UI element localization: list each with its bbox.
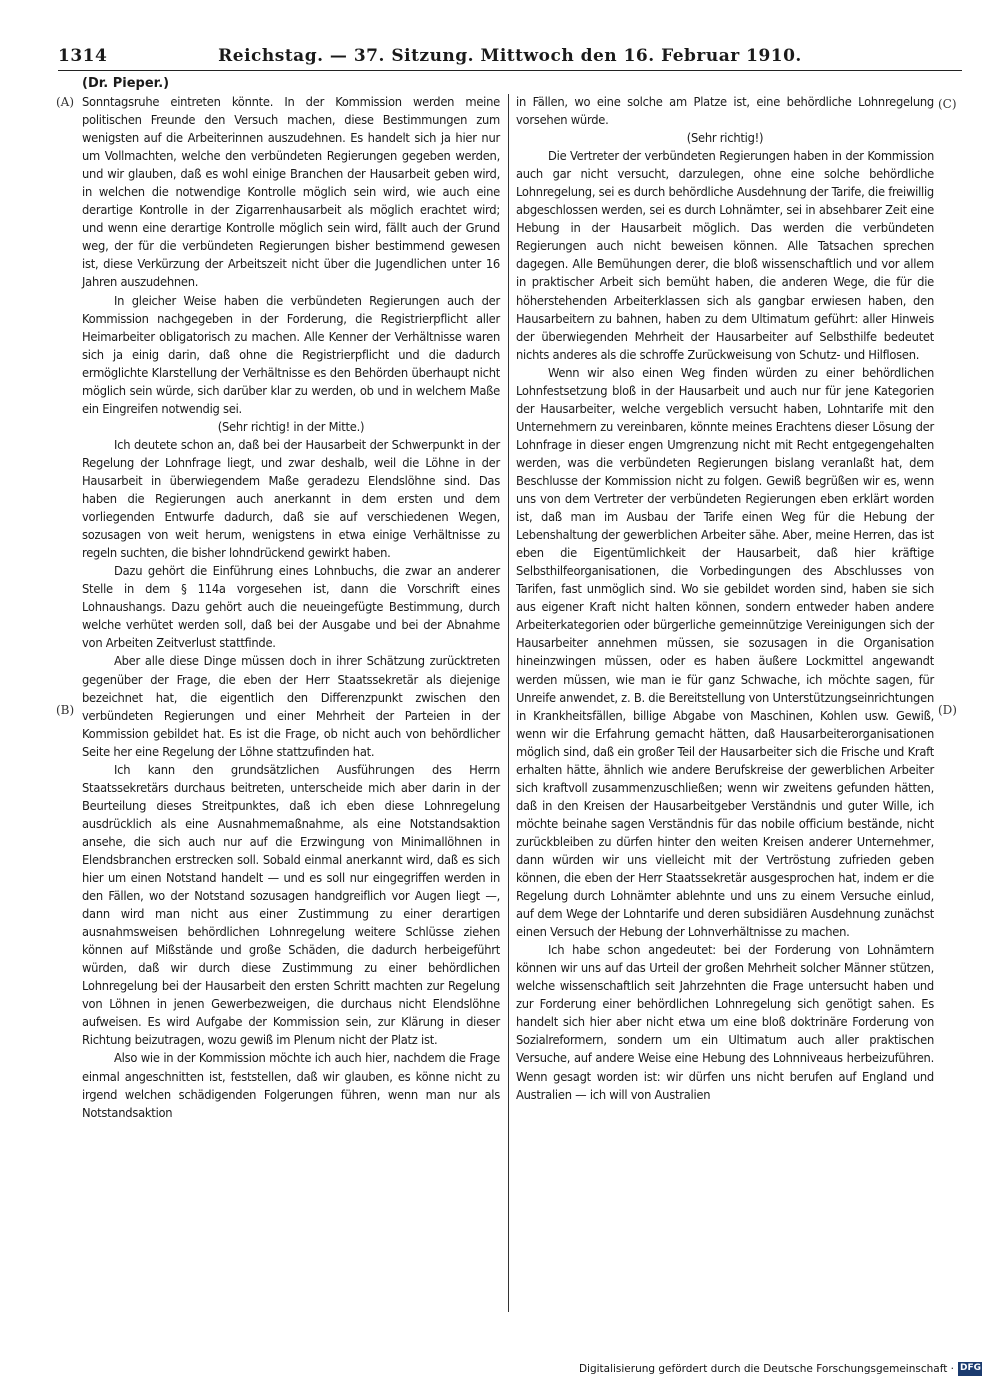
column-divider [508, 94, 509, 1312]
margin-marker-d: (D) [938, 703, 957, 717]
speaker-label: (Dr. Pieper.) [82, 76, 170, 91]
paragraph: Ich habe schon angedeutet: bei der Forderung von Lohnämtern können wir uns auf das Urteil der großen Mehrheit solcher Männer stützen, welche wissenschaftlich seit Jahrzehnten die Frage untersucht haben und zur Forderung einer behördlichen Lohnregelung sich genötigt sahen. Es handelt sich hier aber nicht etwa um eine bloß doktrinäre Forderung von Sozialreformern, sondern um ein Ultimatum auch aller praktischen Versuche, auf andere Weise eine Hebung des Lohnniveaus herbeizuführen. Wenn gesagt worden ist: wir dürfen uns nicht berufen auf England und Australien — ich will von Australien [516, 943, 934, 1103]
header-rule [58, 70, 962, 71]
margin-marker-c: (C) [938, 97, 957, 111]
paragraph: Aber alle diese Dinge müssen doch in ihrer Schätzung zurücktreten gegenüber der Frage, die eben der Herr Staatssekretär als diejenige bezeichnet hat, die eigentlich den Differenzpunkt zwischen den verbündeten Regierungen und einer Mehrheit der Parteien in der Kommission gebildet hat. Es ist die Frage, ob nicht auch von behördlicher Seite her eine Regelung der Löhne stattzufinden hat. [82, 654, 500, 760]
margin-marker-b: (B) [56, 703, 75, 717]
paragraph: in Fällen, wo eine solche am Platze ist, eine behördliche Lohnregelung vorsehen würde. [516, 95, 934, 129]
page-title: Reichstag. — 37. Sitzung. Mittwoch den 16. Februar 1910. [218, 46, 802, 66]
paragraph: Sonntagsruhe eintreten könnte. In der Kommission werden meine politischen Freunde den Versuch machen, diese Bestimmungen zum wenigsten auf die Arbeiterinnen auszudehnen. Es handelt sich ja hier nur um Vollmachten, welche den verbündeten Regierungen gegeben werden, und wir glauben, daß es wohl einige Branchen der Hausarbeit geben wird, in welchen die notwendige Kontrolle möglich sein wird, wie auch eine derartige Kontrolle in der Zigarrenhausarbeit als möglich erachtet wird; und wenn eine derartige Kontrolle möglich sein wird, fällt auch der Grund weg, der für die verbündeten Regierungen bisher bestimmend gewesen ist, diese Verkürzung der Arbeitszeit nicht über die Jugendlichen unter 16 Jahren auszudehnen. [82, 95, 500, 291]
paragraph: Ich deutete schon an, daß bei der Hausarbeit der Schwerpunkt in der Regelung der Lohnfrage liegt, und zwar deshalb, weil die Löhne in der Hausarbeit in überwiegendem Maße geradezu Elendslöhne sind. Das haben die Regierungen auch anerkannt in dem ersten und dem vorliegenden Entwurfe dadurch, daß sie auf verschiedenen Wegen, sozusagen von weit herum, wenigstens in etwa einige Verhältnisse zu regeln suchten, die bisher lohndrückend gewirkt haben. [82, 437, 500, 562]
credit-text: Digitalisierung gefördert durch die Deutsche Forschungsgemeinschaft · [578, 1363, 954, 1375]
paragraph: Also wie in der Kommission möchte ich auch hier, nachdem die Frage einmal angeschnitten ist, feststellen, daß wir glauben, es könne nicht zu irgend welchen schädigenden Folgerungen führen, wenn man nur als Notstandsaktion [82, 1051, 500, 1121]
paragraph: Wenn wir also einen Weg finden würden zu einer behördlichen Lohnfestsetzung bloß in der Hausarbeit und auch nur für jene Kategorien der Hausarbeiter, welche vergeblich versucht haben, Lohntarife mit den Unternehmern zu vereinbaren, könnte meines Erachtens dieser Lösung der Lohnfrage in dieser engen Umgrenzung nicht mit Recht entgegengehalten werden, was die verbündeten Regierungen bislang veranlaßt hat, dem Beschlusse der Kommission nicht zu folgen. Gewiß begrüßen wir es, wenn uns von dem Vertreter der verbündeten Regierungen eben erklärt worden ist, daß man im Ausbau der Tarife einen Weg für die Hebung der Lebenshaltung der gewerblichen Arbeiter sähe. Aber, meine Herren, das ist eben die Eigentümlichkeit der Hausarbeit, daß hier kräftige Selbsthilfeorganisationen, die Vorbedingungen des Abschlusses von Tarifen, fast unmöglich sind. Wo sie gebildet worden sind, haben sie sich aus eigener Kraft nicht halten können, sondern entweder haben andere Arbeiterkategorien oder bürgerliche gemeinnützige Vereinigungen sich der Hausarbeiter annehmen müssen, sie sozusagen in die Organisation hineinzwingen müssen, oder es haben äußere Lockmittel angewandt werden müssen, wie man ie für ganz Schwache, ich möchte sagen, für Unreife anwendet, z. B. die Bereitstellung von Unterstützungseinrichtungen in Krankheitsfällen, billige Abgabe von Maschinen, Kohlen usw. Gewiß, wenn wir die Erfahrung gemacht hätten, daß Hausarbeiterorganisationen möglich sind, daß ein großer Teil der Hausarbeiter sich die Frische und Kraft erhalten hätte, ähnlich wie andere Berufskreise der gewerblichen Arbeiter sich kraftvoll zusammenzuschließen; wenn wir zweitens gefunden hätten, daß in den Kreisen der Hausarbeitgeber Verständnis und guter Wille, ich möchte beinahe sagen Verständnis für das nobile officium bestände, nicht zurückbleiben zu dürfen hinter den weiten Kreisen anderer Unternehmer, dann würden wir uns vielleicht mit der Vertröstung zufrieden geben können, die eben der Herr Staatssekretär ausgesprochen hat, indem er die Regelung durch Lohnämter ablehnte und uns zu einem Versuche einlud, auf dem Wege der Lohntarife und deren subsidiären Ausdehnung zunächst einen Versuch der Hebung der Lohnverhältnisse zu machen. [516, 365, 934, 941]
left-column [82, 94, 500, 1123]
right-column [516, 94, 934, 1105]
margin-marker-a: (A) [56, 95, 75, 109]
dfg-logo-icon: DFG [958, 1362, 982, 1376]
paragraph: Ich kann den grundsätzlichen Ausführungen des Herrn Staatssekretärs durchaus beitreten, unterscheide mich aber darin in der Beurteilung dieses Streitpunktes, daß ich eben diese Lohnregelung ausdrücklich als eine Ausnahmemaßnahme, als eine Notstandsaktion ansehe, die sich auch nur auf die Erzwingung von Minimallöhnen in Elendsbranchen erstrecken soll. Sobald einmal anerkannt wird, daß es sich hier um einen Notstand handelt — und es soll nur eingegriffen werden in den Fällen, wo der Notstand sozusagen handgreiflich vor Augen liegt —, dann wird man nicht aus einer Zustimmung zu einer derartigen ausnahmsweisen behördlichen Lohnregelung weitere Schlüsse ziehen können auf Mißstände und große Schäden, die dadurch herbeigeführt würden, daß wir durch diese Zustimmung zu einer behördlichen Lohnregelung bei der Hausarbeit den ersten Schritt machten zur Regelung von Löhnen in jenen Gewerbezweigen, die durchaus nicht Elendslöhne aufweisen. Es wird Aufgabe der Kommission sein, zur Klärung in dieser Richtung beizutragen, wozu gewiß im Plenum nicht der Platz ist. [82, 762, 500, 1049]
paragraph: Die Vertreter der verbündeten Regierungen haben in der Kommission auch gar nicht versucht, darzulegen, ohne eine solche behördliche Lohnregelung, sei es durch behördliche Ausdehnung der Tarife, die freiwillig abgeschlossen werden, sei es durch Lohnämter, sei in absehbarer Zeit eine Hebung in der Hausarbeit möglich. Das werden die verbündeten Regierungen auch nicht beweisen können. Alle Tatsachen sprechen dagegen. Alle Bemühungen derer, die bloß wissenschaftlich und vor allem in praktischer Arbeit sich bemüht haben, die anderen Wege, die für die höherstehenden Arbeiterklassen sich als gangbar erwiesen haben, den Hausarbeitern zu bahnen, haben zu dem Ultimatum geführt: aller Hinweis der überwiegenden Mehrheit der Hausarbeiter auf Selbsthilfe bedeutet nichts anderes als die schroffe Zurückweisung von Schutz- und Hilflosen. [516, 149, 934, 363]
page-number: 1314 [58, 46, 108, 66]
interjection: (Sehr richtig!) [686, 131, 764, 147]
paragraph: Dazu gehört die Einführung eines Lohnbuchs, die zwar an anderer Stelle in dem § 114a vorgesehen ist, dann die Vorschrift eines Lohnaushangs. Dazu gehört auch die neueingefügte Bestimmung, durch welche verhütet werden soll, daß bei der Ausgabe und bei der Abnahme von Arbeiten Zeitverlust stattfinde. [82, 564, 500, 652]
page-header [58, 46, 962, 70]
digitization-credit [579, 1362, 982, 1376]
interjection: (Sehr richtig! in der Mitte.) [217, 419, 365, 435]
paragraph: In gleicher Weise haben die verbündeten Regierungen auch der Kommission nachgegeben in der Forderung, die Registrierpflicht aller Heimarbeiter obligatorisch zu machen. Alle Kenner der Verhältnisse waren sich ja einig darin, daß ohne die Registrierpflicht und die dadurch ermöglichte Klarstellung der Verhältnisse es den Behörden überhaupt nicht möglich sein würde, sich darüber klar zu werden, ob und in welchem Maße ein Eingreifen notwendig sei. [82, 293, 500, 417]
